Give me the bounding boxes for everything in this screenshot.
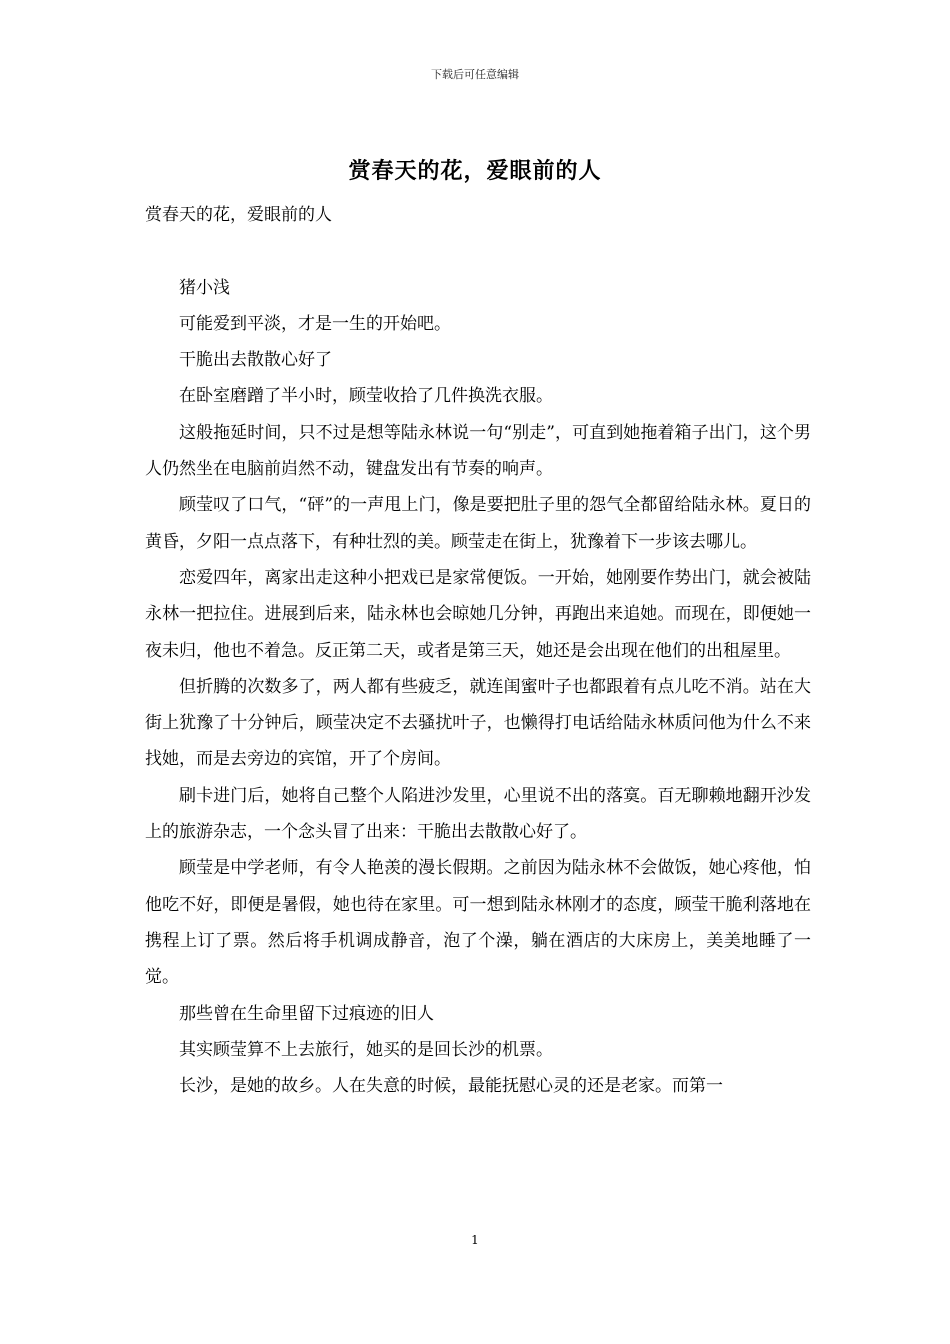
paragraph: 恋爱四年，离家出走这种小把戏已是家常便饭。一开始，她刚要作势出门，就会被陆永林一把拉住。进展到后来，陆永林也会晾她几分钟，再跑出来追她。而现在，即便她一夜未归，他也不着急。反正第二天，或者是第三天，她还是会出现在他们的出租屋里。 [145, 567, 811, 661]
paragraph: 在卧室磨蹭了半小时，顾莹收拾了几件换洗衣服。 [179, 386, 553, 407]
document-title: 赏春天的花，爱眼前的人 [348, 158, 602, 184]
author-line: 猪小浅 [179, 277, 230, 298]
section-heading: 那些曾在生命里留下过痕迹的旧人 [179, 1003, 434, 1024]
subtitle-line: 赏春天的花，爱眼前的人 [145, 205, 332, 225]
header-note: 下载后可任意编辑 [431, 68, 519, 81]
paragraph: 长沙，是她的故乡。人在失意的时候，最能抚慰心灵的还是老家。而第一 [179, 1076, 723, 1097]
paragraph: 可能爱到平淡，才是一生的开始吧。 [179, 313, 451, 334]
page-number: 1 [471, 1233, 479, 1247]
blank-line [145, 233, 811, 269]
paragraph: 但折腾的次数多了，两人都有些疲乏，就连闺蜜叶子也都跟着有点儿吃不消。站在大街上犹豫了十分钟后，顾莹决定不去骚扰叶子，也懒得打电话给陆永林质问他为什么不来找她，而是去旁边的宾馆，开了个房间。 [145, 676, 811, 770]
document-body [145, 197, 811, 1104]
paragraph: 刷卡进门后，她将自己整个人陷进沙发里，心里说不出的落寞。百无聊赖地翻开沙发上的旅游杂志，一个念头冒了出来：干脆出去散散心好了。 [145, 785, 811, 843]
section-heading: 干脆出去散散心好了 [179, 350, 332, 371]
paragraph: 顾莹叹了口气，“砰”的一声甩上门，像是要把肚子里的怨气全都留给陆永林。夏日的黄昏，夕阳一点点落下，有种壮烈的美。顾莹走在街上，犹豫着下一步该去哪儿。 [145, 495, 811, 552]
paragraph: 顾莹是中学老师，有令人艳羡的漫长假期。之前因为陆永林不会做饭，她心疼他，怕他吃不好，即便是暑假，她也待在家里。可一想到陆永林刚才的态度，顾莹干脆利落地在携程上订了票。然后将手机调成静音，泡了个澡，躺在酒店的大床房上，美美地睡了一觉。 [145, 858, 811, 988]
paragraph: 其实顾莹算不上去旅行，她买的是回长沙的机票。 [179, 1039, 553, 1060]
paragraph: 这般拖延时间，只不过是想等陆永林说一句“别走”，可直到她拖着箱子出门，这个男人仍然坐在电脑前岿然不动，键盘发出有节奏的响声。 [145, 422, 811, 480]
